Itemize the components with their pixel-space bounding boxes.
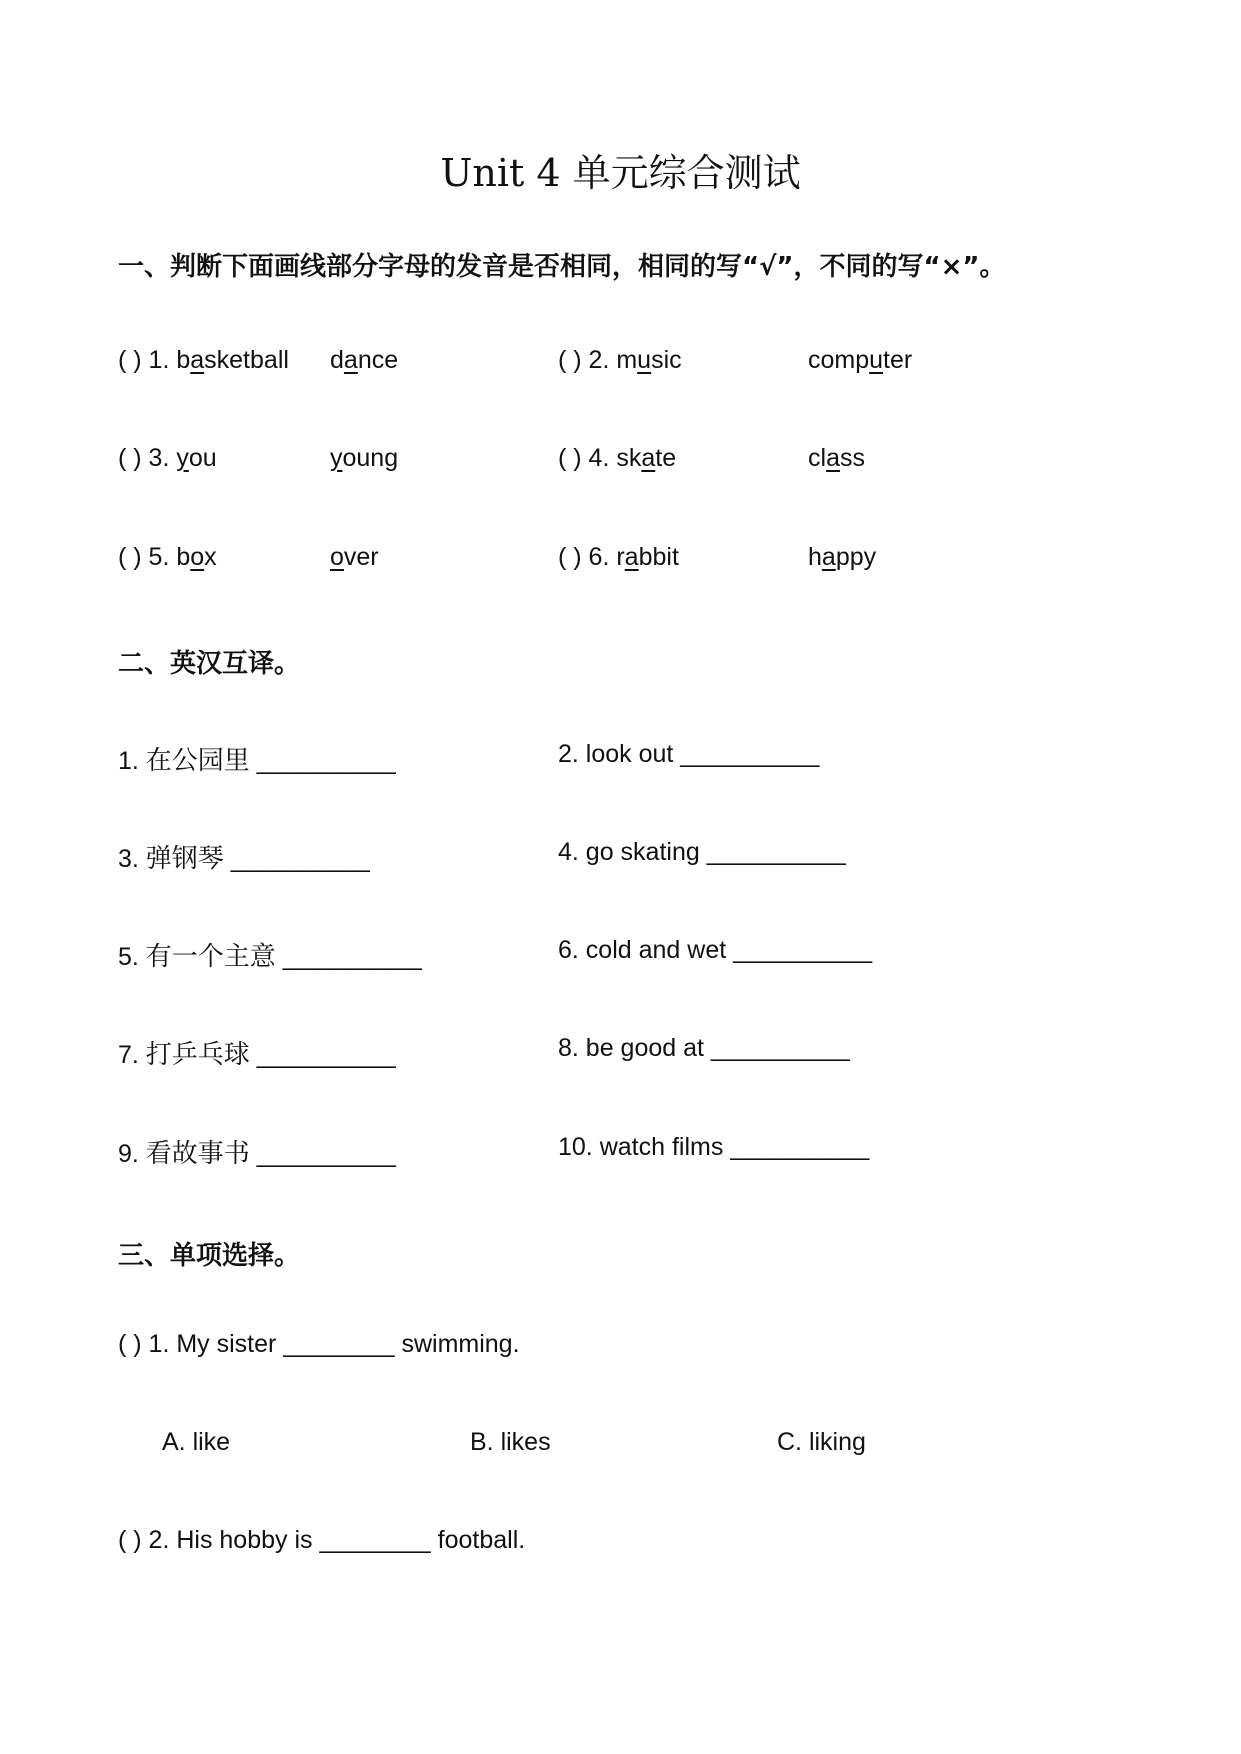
pronunciation-item xyxy=(558,346,682,375)
translation-text: 有一个主意 xyxy=(145,942,276,972)
pronunciation-compare xyxy=(808,543,876,572)
word-2-post: oung xyxy=(342,444,399,472)
translation-blank[interactable]: __________ xyxy=(249,1140,396,1168)
translation-num: 9. xyxy=(118,1140,146,1168)
translation-blank[interactable]: __________ xyxy=(673,740,820,768)
translation-text: cold and wet xyxy=(585,936,727,964)
pronunciation-compare xyxy=(330,444,398,473)
translation-text: look out xyxy=(585,740,674,768)
translation-item xyxy=(118,740,396,777)
word-2-pre: cl xyxy=(808,444,827,472)
word-2-pre: d xyxy=(330,346,344,374)
pronunciation-item xyxy=(558,543,679,572)
translation-item xyxy=(558,1133,869,1162)
word-1-pre: b xyxy=(176,346,191,374)
question-2: ( ) 2. His hobby is ________ football. xyxy=(118,1526,526,1554)
word-1-mid: a xyxy=(641,444,656,472)
pronunciation-compare xyxy=(330,346,398,375)
word-2-mid: a xyxy=(821,543,836,571)
question-1: ( ) 1. My sister ________ swimming. xyxy=(118,1330,520,1358)
translation-blank[interactable]: __________ xyxy=(223,845,370,873)
translation-text: be good at xyxy=(585,1034,704,1062)
word-2 xyxy=(808,346,912,374)
item-number: ( ) 4. xyxy=(558,444,617,472)
page-title: Unit 4 单元综合测试 xyxy=(440,151,801,195)
translation-item xyxy=(558,838,846,867)
translation-text: 打乒乓球 xyxy=(145,1040,250,1070)
translation-num: 4. xyxy=(558,838,586,866)
translation-item xyxy=(118,936,422,973)
word-1-pre: r xyxy=(616,543,625,571)
translation-item xyxy=(558,936,872,965)
word-1-mid: a xyxy=(190,346,205,374)
word-1-post: te xyxy=(655,444,677,472)
word-2-post: ppy xyxy=(835,543,877,571)
item-number: ( ) 3. xyxy=(118,444,177,472)
pronunciation-compare xyxy=(808,444,865,473)
translation-blank[interactable]: __________ xyxy=(723,1133,870,1161)
item-number: ( ) 2. xyxy=(558,346,617,374)
word-1 xyxy=(616,543,679,571)
word-1 xyxy=(176,444,216,472)
translation-text: 弹钢琴 xyxy=(145,844,224,874)
pronunciation-compare xyxy=(808,346,912,375)
section-1-heading: 一、判断下面画线部分字母的发音是否相同，相同的写“√”，不同的写“×”。 xyxy=(118,252,1006,282)
word-2 xyxy=(808,444,865,472)
word-1-pre: sk xyxy=(616,444,642,472)
word-1 xyxy=(176,346,289,374)
word-1-pre: b xyxy=(176,543,191,571)
word-2 xyxy=(330,543,379,571)
word-2-pre: comp xyxy=(808,346,870,374)
word-1-post: sic xyxy=(651,346,682,374)
translation-text: watch films xyxy=(599,1133,724,1161)
translation-item xyxy=(558,1034,850,1063)
option-a: A. like xyxy=(162,1428,231,1456)
item-number: ( ) 1. xyxy=(118,346,177,374)
translation-blank[interactable]: __________ xyxy=(249,747,396,775)
translation-num: 2. xyxy=(558,740,586,768)
word-1-post: bbit xyxy=(638,543,679,571)
translation-text: 在公园里 xyxy=(145,746,250,776)
word-2-post: ter xyxy=(883,346,913,374)
word-2-pre: h xyxy=(808,543,822,571)
translation-item xyxy=(558,740,819,769)
translation-item xyxy=(118,1034,396,1071)
word-1-mid: y xyxy=(176,444,189,472)
section-2-heading: 二、英汉互译。 xyxy=(118,649,301,679)
word-1 xyxy=(176,543,216,571)
word-2-mid: o xyxy=(330,543,344,571)
word-1-mid: a xyxy=(624,543,639,571)
translation-item xyxy=(118,838,370,875)
pronunciation-item xyxy=(118,444,217,473)
word-1-post: ou xyxy=(188,444,217,472)
item-number: ( ) 6. xyxy=(558,543,617,571)
word-2-mid: a xyxy=(826,444,840,472)
word-1-post: x xyxy=(204,543,217,571)
word-1 xyxy=(616,444,676,472)
option-b: B. likes xyxy=(470,1428,551,1456)
translation-num: 7. xyxy=(118,1041,146,1069)
translation-num: 3. xyxy=(118,845,146,873)
pronunciation-item xyxy=(558,444,676,473)
word-2 xyxy=(808,543,876,571)
word-1-post: sketball xyxy=(204,346,289,374)
translation-num: 6. xyxy=(558,936,586,964)
translation-blank[interactable]: __________ xyxy=(275,943,422,971)
word-2-post: ver xyxy=(343,543,379,571)
word-2-mid: a xyxy=(343,346,358,374)
translation-blank[interactable]: __________ xyxy=(703,1034,850,1062)
word-1-mid: o xyxy=(190,543,205,571)
pronunciation-item xyxy=(118,543,217,572)
option-c: C. liking xyxy=(777,1428,866,1456)
translation-blank[interactable]: __________ xyxy=(249,1041,396,1069)
pronunciation-compare xyxy=(330,543,379,572)
word-1 xyxy=(616,346,681,374)
translation-num: 1. xyxy=(118,747,146,775)
translation-text: go skating xyxy=(585,838,700,866)
word-2 xyxy=(330,346,398,374)
item-number: ( ) 5. xyxy=(118,543,177,571)
word-2 xyxy=(330,444,398,472)
word-1-pre: m xyxy=(616,346,638,374)
translation-blank[interactable]: __________ xyxy=(699,838,846,866)
translation-num: 10. xyxy=(558,1133,600,1161)
word-2-mid: u xyxy=(869,346,884,374)
word-1-mid: u xyxy=(637,346,652,374)
translation-num: 5. xyxy=(118,943,146,971)
section-3-heading: 三、单项选择。 xyxy=(118,1241,301,1271)
word-2-mid: y xyxy=(330,444,343,472)
word-2-post: nce xyxy=(357,346,399,374)
translation-num: 8. xyxy=(558,1034,586,1062)
word-2-post: ss xyxy=(839,444,865,472)
translation-blank[interactable]: __________ xyxy=(726,936,873,964)
translation-item xyxy=(118,1133,396,1170)
pronunciation-item xyxy=(118,346,289,375)
translation-text: 看故事书 xyxy=(145,1139,250,1169)
